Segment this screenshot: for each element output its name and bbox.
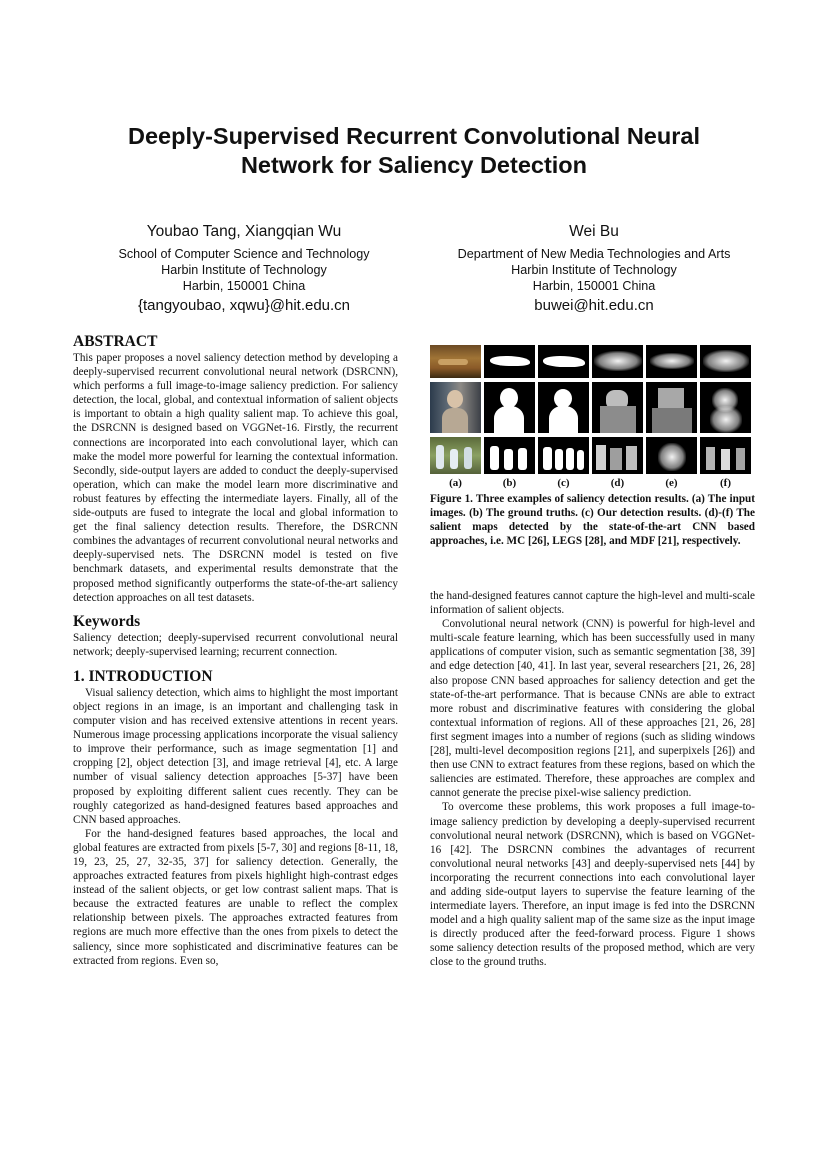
input-image: [430, 345, 481, 378]
author-affiliation-line: Harbin, 150001 China: [532, 279, 656, 293]
saliency-map: [646, 382, 697, 433]
figure-caption: Figure 1. Three examples of saliency detection results. (a) The input images. (b) The ground truths. (c) Our detection results. (d)-(f) The salient maps detected by the state-of-the-art CNN based approaches, i.e. MC [26], LEGS [28], and MDF [21], respectively.: [430, 493, 755, 547]
saliency-map: [592, 437, 643, 474]
intro-paragraph: Convolutional neural network (CNN) is powerful for high-level and multi-scale feature learning, which has been successfully used in many applications of computer vision, such as semantic segmentation [38, 39] and edge detection [40, 41]. In last year, several researchers [21, 26, 28] also propose CNN based approaches for saliency detection and get the state-of-the-art performance. That is because CNNs are able to extract more robust and discriminative features with considering the global contextual information of regions. All of these approaches [21, 26, 28] first segment images into a number of regions (such as sliding windows [28], multi-level decomposition regions [21], and superpixels [26]) and then use CNN to extract features from these regions, based on which the saliencies are estimated. Therefore, these approaches are complex and cannot generate the precise pixel-wise saliency prediction.: [430, 618, 755, 800]
saliency-map: [646, 345, 697, 378]
input-image: [430, 382, 481, 433]
input-image: [430, 437, 481, 474]
column-label: (e): [665, 477, 678, 489]
keywords-text: Saliency detection; deeply-supervised recurrent convolutional neural network; deeply-supervised learning; recurrent connection.: [73, 631, 398, 658]
figure-1: [430, 345, 755, 548]
saliency-map: [592, 345, 643, 378]
saliency-map: [646, 437, 697, 474]
keywords-heading: Keywords: [73, 612, 141, 630]
saliency-map: [700, 345, 751, 378]
right-column: [430, 589, 755, 970]
column-label: (c): [557, 477, 570, 489]
author-affiliation-line: Harbin Institute of Technology: [161, 263, 327, 277]
author-affiliation-line: School of Computer Science and Technology: [118, 247, 370, 261]
author-affiliation-line: Department of New Media Technologies and Arts: [457, 247, 731, 261]
author-email: buwei@hit.edu.cn: [534, 297, 654, 314]
saliency-map: [700, 437, 751, 474]
column-label: (b): [502, 477, 517, 489]
abstract-text: This paper proposes a novel saliency detection method by developing a deeply-supervised recurrent convolutional neural network (DSRCNN), which performs a full image-to-image saliency prediction. For saliency detection, the local, global, and contextual information of salient objects is important to obtain a high quality salient map. To achieve this goal, the DSRCNN is designed based on VGGNet-16. Firstly, the recurrent connections are incorporated into each convolutional layer, which can make the model more powerful for learning the contextual information. Secondly, side-output layers are added to conduct the deeply-supervised operation, which can make the model learn more discriminative and robust features by effecting the intermediate layers. Finally, all of the side-outputs are fused to integrate the local and global information to get the final saliency detection results. Therefore, the DSRCNN combines the advantages of recurrent convolutional neural networks and deeply-supervised nets. The DSRCNN model is tested on five benchmark datasets, and experimental results demonstrate that the proposed method significantly outperforms the state-of-the-art saliency detection approaches on all test datasets.: [73, 352, 398, 604]
title-line-1: Deeply-Supervised Recurrent Convolutional Neural: [128, 123, 700, 149]
saliency-map: [700, 382, 751, 433]
title-line-2: Network for Saliency Detection: [240, 152, 588, 178]
column-label: (a): [449, 477, 462, 489]
figure-column-labels: [430, 477, 754, 490]
saliency-map: [592, 382, 643, 433]
intro-paragraph: To overcome these problems, this work proposes a full image-to-image saliency prediction by developing a deeply-supervised recurrent convolutional neural network (DSRCNN), which is based on VGGNet-16 [42]. The DSRCNN combines the advantages of recurrent convolutional neural networks [43] and deeply-supervised nets [44] by incorporating the recurrent connections into each convolutional layer and adding side-output layers to supervise the feature learning of the intermediate layers. Therefore, an input image is fed into the DSRCNN model and a high quality salient map of the same size as the input image is directly produced after the feed-forward process. Figure 1 shows some saliency detection results of the proposed method, which are very close to the ground truths.: [430, 801, 755, 969]
author-affiliation-line: Harbin, 150001 China: [182, 279, 306, 293]
saliency-map: [538, 345, 589, 378]
saliency-map: [538, 382, 589, 433]
author-email: {tangyoubao, xqwu}@hit.edu.cn: [137, 297, 351, 314]
ground-truth-map: [484, 382, 535, 433]
figure-image-grid: [430, 345, 754, 474]
saliency-map: [538, 437, 589, 474]
ground-truth-map: [484, 345, 535, 378]
author-block-2: [410, 222, 778, 316]
intro-paragraph: Visual saliency detection, which aims to highlight the most important object regions in an image, is an important and challenging task in computer vision and has received extensive attentions in recent years. Numerous image processing applications incorporate the visual saliency to improve their performance, such as image segmentation [1] and cropping [2], object detection [3], and image retrieval [4], etc. A large number of visual saliency detection approaches [5-37] have been proposed by exploiting different salient cues recently. They can be roughly categorized as hand-designed features based approaches and CNN based approaches.: [73, 686, 398, 826]
intro-paragraph: the hand-designed features cannot capture the high-level and multi-scale information of salient objects.: [430, 590, 755, 617]
intro-paragraph: For the hand-designed features based approaches, the local and global features are extracted from pixels [5-7, 30] and regions [8-11, 18, 19, 23, 25, 27, 32-35, 37] for saliency detection. Generally, the approaches extracted features from pixels highlight high-contrast edges instead of the salient objects, or get low contrast salient maps. That is because the extracted features are unable to reflect the complex relationship between pixels. The approaches extracted features from regions are much more effective than the ones from pixels to detect the saliency, since more sophisticated and discriminative features can be extracted from regions. Even so,: [73, 827, 398, 967]
abstract-heading: ABSTRACT: [73, 333, 158, 350]
author-name: Wei Bu: [569, 223, 619, 240]
author-name: Youbao Tang, Xiangqian Wu: [146, 223, 342, 240]
ground-truth-map: [484, 437, 535, 474]
left-column: [73, 333, 398, 968]
introduction-heading: 1. INTRODUCTION: [73, 667, 213, 685]
column-label: (f): [720, 477, 731, 489]
author-block-1: [60, 222, 428, 316]
column-label: (d): [610, 477, 625, 489]
author-affiliation-line: Harbin Institute of Technology: [511, 263, 677, 277]
paper-title: [60, 122, 768, 180]
